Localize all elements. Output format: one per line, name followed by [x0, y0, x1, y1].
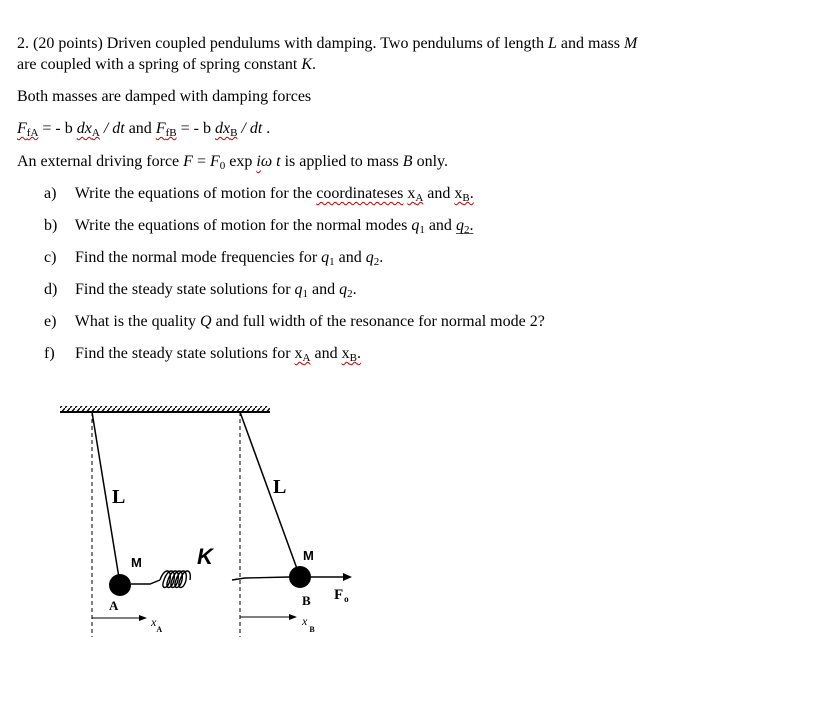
spring-lead-left: [131, 580, 160, 584]
driving-text: is applied to mass: [284, 153, 399, 170]
mass-symbol: M: [624, 35, 638, 52]
label-l-left: L: [112, 486, 126, 508]
force-subscript: fA: [26, 127, 39, 139]
joiner: and: [314, 345, 338, 362]
xa-arrow-head: [139, 615, 147, 621]
label-m-right: M: [303, 548, 314, 563]
period: .: [352, 281, 357, 298]
label-xa: [150, 615, 162, 634]
omega-symbol: ω: [260, 153, 273, 170]
q-subscript: 2: [373, 256, 380, 268]
dx-subscript: A: [91, 127, 100, 139]
joiner: and: [428, 217, 452, 234]
exp: exp: [229, 153, 253, 170]
part-label: c): [44, 249, 57, 266]
intro-text: are coupled with a spring of spring constant: [17, 56, 298, 73]
q-subscript: 1: [329, 256, 335, 268]
length-symbol: L: [547, 35, 557, 52]
dx-subscript: B: [230, 127, 238, 139]
driving-text: only.: [416, 153, 448, 170]
period: .: [266, 120, 271, 137]
period: .: [469, 185, 474, 202]
mass-b: [289, 566, 311, 588]
part-text: and full width of the resonance for normal mode 2?: [215, 313, 545, 330]
x-symbol: x: [407, 185, 416, 202]
period: .: [379, 249, 384, 266]
label-xb: [301, 614, 315, 634]
part-text: What is the quality: [74, 313, 197, 330]
equation-rhs: = - b: [180, 120, 211, 137]
force-symbol: F: [183, 153, 193, 170]
period: .: [312, 56, 317, 73]
force-subscript: fB: [165, 127, 177, 139]
force-arrow-head: [343, 573, 352, 581]
mass-b-symbol: B: [402, 153, 413, 170]
label-b: B: [302, 593, 311, 608]
xb-subscript: B: [309, 625, 315, 634]
part-text: Write the equations of motion for the: [74, 185, 313, 202]
f0-subscript: o: [344, 594, 349, 604]
period: .: [356, 345, 361, 362]
dt-symbol: / dt: [241, 120, 263, 137]
part-text: Write the equations of motion for the normal modes: [74, 217, 408, 234]
q-symbol: q: [455, 217, 464, 234]
part-text: Find the steady state solutions for: [75, 345, 291, 362]
q-subscript: 2: [463, 224, 470, 236]
coordinates-word: coordinateses: [316, 185, 404, 202]
q-subscript: 2: [347, 288, 353, 300]
quality-symbol: Q: [200, 313, 212, 330]
rod-b: [240, 412, 300, 577]
problem-number: 2.: [17, 35, 29, 52]
label-m-left: M: [131, 555, 142, 570]
driving-text: An external driving force: [17, 153, 180, 170]
x-symbol: x: [294, 345, 303, 362]
imag-unit: i: [256, 153, 261, 170]
x-symbol: x: [454, 185, 463, 202]
xa-subscript: A: [156, 625, 163, 634]
dx-symbol: dx: [76, 120, 92, 137]
part-label: b): [44, 217, 58, 234]
part-label: a): [44, 185, 57, 202]
problem-points: (20 points): [33, 35, 103, 52]
q-symbol: q: [321, 249, 330, 266]
label-f0: [334, 587, 349, 604]
equation-rhs: = - b: [42, 120, 73, 137]
label-k: K: [197, 544, 213, 569]
force-symbol: F: [209, 153, 220, 170]
part-text: Find the steady state solutions for: [75, 281, 291, 298]
dx-symbol: dx: [214, 120, 231, 137]
x-symbol: x: [341, 345, 350, 362]
equals: =: [196, 153, 206, 170]
force-symbol: F: [17, 120, 27, 137]
q-symbol: q: [339, 281, 348, 298]
joiner: and: [312, 281, 336, 298]
x-subscript: A: [302, 352, 311, 364]
time-symbol: t: [276, 153, 281, 170]
joiner: and: [427, 185, 451, 202]
part-text: Find the normal mode frequencies for: [75, 249, 318, 266]
period: .: [469, 217, 474, 234]
joiner: and: [128, 120, 152, 137]
q-subscript: 1: [302, 288, 309, 300]
part-label: e): [44, 313, 57, 330]
part-label: d): [44, 281, 58, 298]
joiner: and: [338, 249, 362, 266]
label-a: A: [109, 598, 119, 613]
x-subscript: B: [349, 352, 357, 364]
spring-coil: [160, 571, 190, 588]
spring-lead-right: [232, 577, 289, 580]
force-subscript: 0: [219, 160, 226, 172]
q-symbol: q: [365, 249, 374, 266]
intro-text: and mass: [560, 35, 620, 52]
xa-symbol: x: [151, 615, 157, 629]
damping-sentence: Both masses are damped with damping forces: [17, 88, 312, 105]
problem-title: Driven coupled pendulums with damping.: [106, 35, 377, 52]
label-l-right: L: [273, 476, 287, 498]
q-subscript: 1: [419, 224, 425, 236]
q-symbol: q: [411, 217, 420, 234]
x-subscript: B: [462, 192, 470, 204]
q-symbol: q: [294, 281, 303, 298]
dt-symbol: / dt: [103, 120, 125, 137]
f0-symbol: F: [334, 587, 344, 603]
xb-symbol: x: [302, 614, 308, 628]
spring-symbol: K: [301, 56, 313, 73]
mass-a: [109, 574, 131, 596]
part-label: f): [44, 345, 55, 362]
force-symbol: F: [155, 120, 166, 137]
intro-text: Two pendulums of length: [380, 35, 544, 52]
xb-arrow-head: [289, 614, 297, 620]
x-subscript: A: [415, 192, 424, 204]
